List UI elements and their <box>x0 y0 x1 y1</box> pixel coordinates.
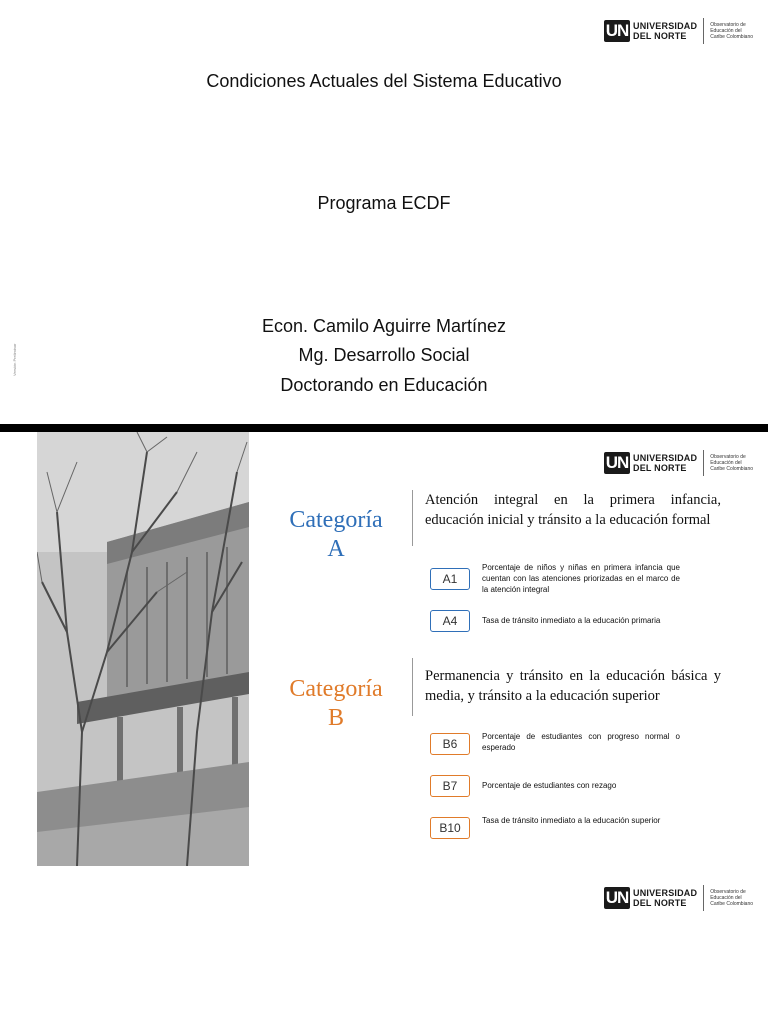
category-a-letter: A <box>327 536 345 562</box>
closing-slide <box>0 870 768 1024</box>
logo-separator <box>703 450 704 476</box>
logo-separator <box>703 885 704 911</box>
logo-obs-line2: Educación del <box>710 460 742 466</box>
logo-obs-line3: Caribe Colombiano <box>710 466 754 472</box>
category-b-word: Categoría <box>289 676 383 702</box>
logo-obs-line1: Observatorio de <box>710 889 746 895</box>
university-logo <box>604 18 753 44</box>
category-a-word: Categoría <box>289 507 383 533</box>
category-b-divider <box>412 658 413 716</box>
categories-slide <box>0 432 768 870</box>
university-logo-3 <box>604 885 753 911</box>
author-degree: Mg. Desarrollo Social <box>298 345 470 365</box>
building-photo <box>37 432 249 866</box>
logo-line2: DEL NORTE <box>633 898 687 908</box>
presentation-title: Condiciones Actuales del Sistema Educativo <box>206 71 562 91</box>
title-slide <box>0 0 768 424</box>
logo-separator <box>703 18 704 44</box>
indicator-b7-badge: B7 <box>430 775 470 797</box>
indicator-a4-text: Tasa de tránsito inmediato a la educación primaria <box>482 616 661 625</box>
logo-obs-line3: Caribe Colombiano <box>710 34 754 40</box>
logo-line1: UNIVERSIDAD <box>633 453 698 463</box>
un-logo-mark: UN <box>605 888 629 907</box>
category-b-letter: B <box>327 705 344 731</box>
logo-line1: UNIVERSIDAD <box>633 21 698 31</box>
indicator-b7-text: Porcentaje de estudiantes con rezago <box>482 781 617 790</box>
program-name: Programa ECDF <box>317 193 451 213</box>
author-name: Econ. Camilo Aguirre Martínez <box>261 316 507 336</box>
building-illustration <box>37 432 249 866</box>
un-logo-mark: UN <box>605 21 629 40</box>
university-logo-2 <box>604 450 753 476</box>
logo-line2: DEL NORTE <box>633 31 687 41</box>
indicator-b10-badge: B10 <box>430 817 470 839</box>
author-status: Doctorando en Educación <box>280 375 488 395</box>
logo-obs-line3: Caribe Colombiano <box>710 901 754 907</box>
un-logo-mark: UN <box>605 453 629 472</box>
indicator-a4-badge: A4 <box>430 610 470 632</box>
category-b-title <box>271 675 401 733</box>
category-a-divider <box>412 490 413 546</box>
logo-line2: DEL NORTE <box>633 463 687 473</box>
logo-obs-line2: Educación del <box>710 28 742 34</box>
slide-divider <box>0 424 768 432</box>
category-a-title <box>271 506 401 564</box>
indicator-b6-text: Porcentaje de estudiantes con progreso normal o esperado <box>482 732 680 752</box>
indicator-b6-badge: B6 <box>430 733 470 755</box>
logo-obs-line2: Educación del <box>710 895 742 901</box>
logo-line1: UNIVERSIDAD <box>633 888 698 898</box>
category-b-description: Permanencia y tránsito en la educación básica y media, y tránsito a la educación superior <box>425 668 721 704</box>
indicator-a1-text: Porcentaje de niños y niñas en primera infancia que cuentan con las atenciones priorizadas en el marco de la atención integral <box>482 563 680 594</box>
indicator-a1-badge: A1 <box>430 568 470 590</box>
category-a-description: Atención integral en la primera infancia, educación inicial y tránsito a la educación formal <box>425 492 721 528</box>
logo-obs-line1: Observatorio de <box>710 454 746 460</box>
logo-obs-line1: Observatorio de <box>710 22 746 28</box>
side-note: Versión Preliminar <box>12 343 17 376</box>
indicator-b10-text: Tasa de tránsito inmediato a la educación superior <box>482 816 661 825</box>
